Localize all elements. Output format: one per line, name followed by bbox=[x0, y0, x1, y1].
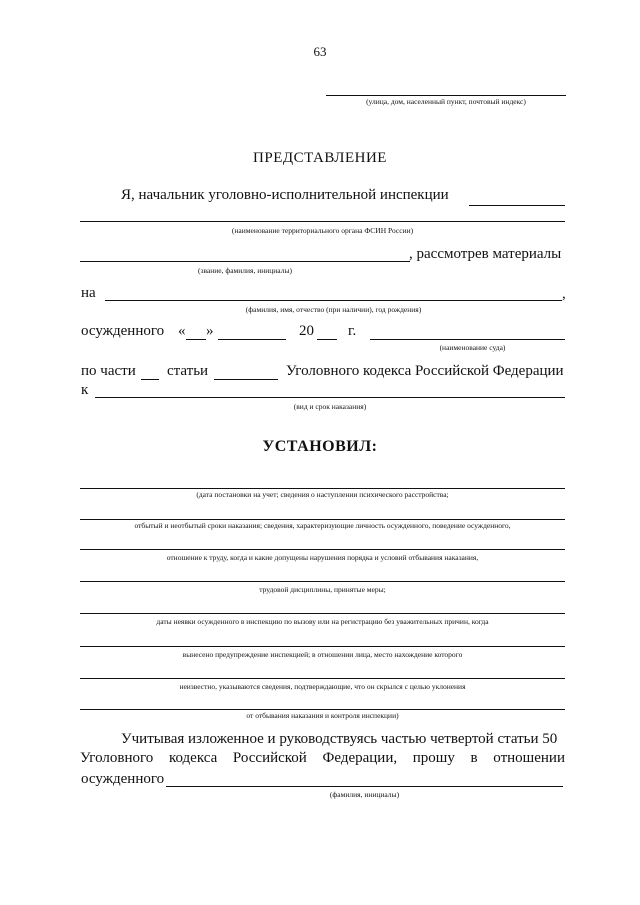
year-suffix: г. bbox=[348, 323, 357, 339]
rank-field bbox=[80, 261, 410, 262]
rank-caption: (звание, фамилия, инициалы) bbox=[198, 266, 292, 275]
code-text: Уголовного кодекса Российской Федерации bbox=[286, 363, 564, 379]
established-heading: УСТАНОВИЛ: bbox=[262, 438, 378, 455]
established-line bbox=[80, 678, 565, 679]
on-text: на bbox=[81, 285, 96, 301]
final-caption: (фамилия, инициалы) bbox=[329, 790, 400, 799]
established-line bbox=[80, 488, 565, 489]
closing-line-1: Учитывая изложенное и руководствуясь частью четвертой статьи 50 bbox=[121, 731, 558, 747]
established-caption: трудовой дисциплины, принятые меры; bbox=[259, 585, 386, 594]
intro-text: Я, начальник уголовно-исполнительной инспекции bbox=[121, 187, 449, 203]
organ-field bbox=[80, 221, 565, 222]
closing-word: кодекса bbox=[168, 750, 218, 766]
closing-word: Уголовного bbox=[80, 750, 154, 766]
established-caption: вынесено предупреждение инспекцией; в отношении лица, место нахождение которого bbox=[182, 650, 463, 659]
article-field bbox=[214, 379, 278, 380]
inspection-field bbox=[469, 205, 565, 206]
organ-caption: (наименование территориального органа ФСИН России) bbox=[231, 226, 414, 235]
address-caption: (улица, дом, населенный пункт, почтовый индекс) bbox=[366, 97, 526, 106]
established-caption: даты неявки осужденного в инспекцию по вызову или на регистрацию без уважительных причин, когда bbox=[156, 617, 489, 626]
convicted-text: осужденного bbox=[81, 323, 165, 339]
year-prefix: 20 bbox=[299, 323, 314, 339]
sentence-caption: (вид и срок наказания) bbox=[293, 402, 367, 411]
court-caption: (наименование суда) bbox=[439, 343, 506, 352]
part-text: по части bbox=[81, 363, 136, 379]
established-line bbox=[80, 709, 565, 710]
closing-line-2 bbox=[80, 750, 565, 767]
quote-open: « bbox=[178, 323, 186, 339]
address-line bbox=[326, 95, 566, 96]
to-text: к bbox=[81, 382, 89, 398]
established-line bbox=[80, 581, 565, 582]
closing-word: Российской bbox=[232, 750, 307, 766]
article-text: статьи bbox=[167, 363, 209, 379]
final-name-field bbox=[166, 786, 563, 787]
person-field bbox=[105, 300, 562, 301]
closing-line-3: осужденного bbox=[81, 771, 165, 787]
document-title: ПРЕДСТАВЛЕНИЕ bbox=[253, 150, 387, 166]
page-number: 63 bbox=[313, 44, 327, 59]
comma: , bbox=[562, 286, 566, 302]
year-field bbox=[317, 339, 337, 340]
closing-word: прошу bbox=[412, 750, 455, 766]
closing-word: отношении bbox=[493, 750, 565, 766]
established-caption: неизвестно, указываются сведения, подтверждающие, что он скрылся с целью уклонения bbox=[179, 682, 466, 691]
established-line bbox=[80, 613, 565, 614]
sentence-field bbox=[95, 397, 565, 398]
established-caption: отбытый и неотбытый сроки наказания; сведения, характеризующие личность осужденного, поведение осужденного, bbox=[134, 521, 511, 530]
person-caption: (фамилия, имя, отчество (при наличии), год рождения) bbox=[245, 305, 422, 314]
month-field bbox=[218, 339, 286, 340]
closing-word: в bbox=[470, 750, 478, 766]
day-field bbox=[186, 339, 206, 340]
established-line bbox=[80, 549, 565, 550]
established-caption: (дата постановки на учет; сведения о наступлении психического расстройства; bbox=[196, 490, 449, 499]
reviewed-text: , рассмотрев материалы bbox=[409, 246, 562, 262]
established-caption: от отбывания наказания и контроля инспекции) bbox=[246, 711, 399, 720]
part-field bbox=[141, 379, 159, 380]
quote-close: » bbox=[206, 323, 214, 339]
established-caption: отношение к труду, когда и какие допущены нарушения порядка и условий отбывания наказания, bbox=[166, 553, 479, 562]
closing-word: Федерации, bbox=[322, 750, 398, 766]
court-field bbox=[370, 339, 565, 340]
established-line bbox=[80, 519, 565, 520]
established-line bbox=[80, 646, 565, 647]
